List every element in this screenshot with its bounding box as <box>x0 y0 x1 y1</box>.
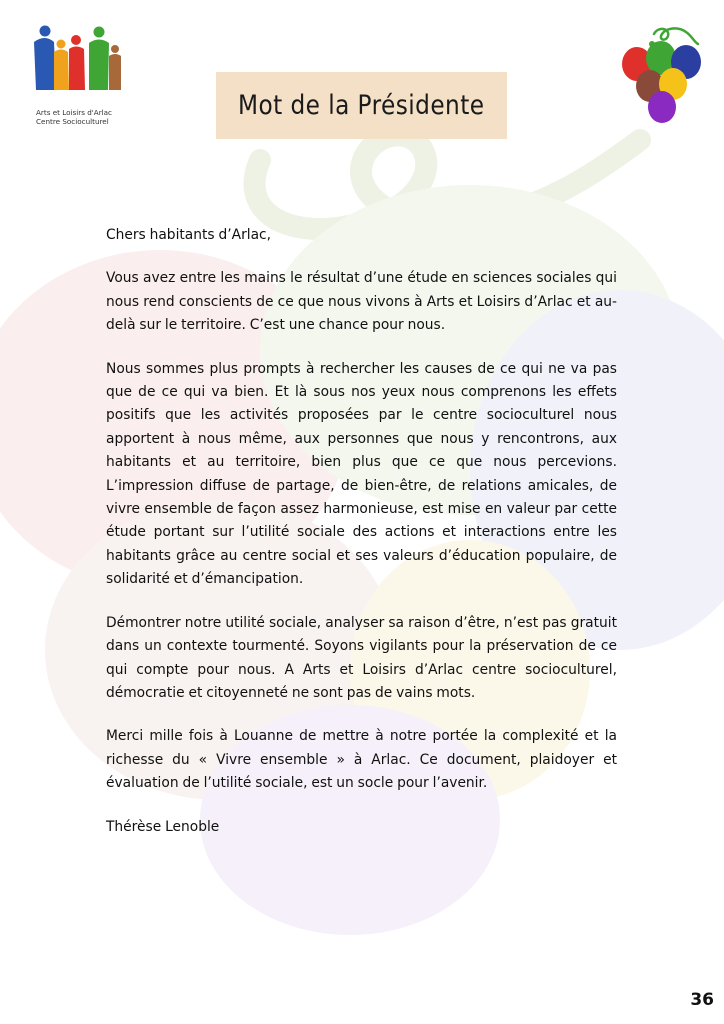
letter-paragraph: Vous avez entre les mains le résultat d’une étude en sciences sociales qui nous rend conscients de ce que nous vivons à Arts et Loisirs d’Arlac et au-delà sur le territoire. C’est une chance pour nous. <box>106 270 617 334</box>
grapes-icon <box>616 24 706 128</box>
letter-body <box>106 224 617 859</box>
organization-logo <box>28 24 138 134</box>
organization-subtitle: Centre Socioculturel <box>36 117 109 126</box>
letter-paragraph: Nous sommes plus prompts à rechercher les causes de ce qui ne va pas que de ce qui va bien. Et là sous nos yeux nous comprenons les effets positifs que les activités proposées par le centre socioculturel nous apportent à nous même, aux personnes que nous y rencontrons, aux habitants et au territoire, bien plus que ce que nous percevions. L’impression diffuse de partage, de bien-être, de relations amicales, de vivre ensemble de façon assez harmonieuse, est mise en valeur par cette étude portant sur l’utilité sociale des actions et interactions entre les habitants grâce au centre social et ses valeurs d’éducation populaire, de solidarité et d’émancipation. <box>106 360 617 588</box>
letter-signature: Thérèse Lenoble <box>106 818 220 835</box>
organization-name: Arts et Loisirs d'Arlac <box>36 108 113 117</box>
page-title: Mot de la Présidente <box>238 90 485 121</box>
title-box <box>216 72 507 139</box>
page-number: 36 <box>690 990 714 1010</box>
letter-paragraph: Démontrer notre utilité sociale, analyser sa raison d’être, n’est pas gratuit dans un contexte tourmenté. Soyons vigilants pour la préservation de ce qui compte pour nous. A Arts et Loisirs d’Arlac centre socioculturel, démocratie et citoyenneté ne sont pas de vains mots. <box>106 614 617 701</box>
family-figures-icon <box>28 24 128 104</box>
letter-paragraph: Merci mille fois à Louanne de mettre à notre portée la complexité et la richesse du « Vivre ensemble » à Arlac. Ce document, plaidoyer et évaluation de l’utilité sociale, est un socle pour l’avenir. <box>106 728 617 792</box>
letter-greeting: Chers habitants d’Arlac, <box>106 227 272 243</box>
grapes-logo <box>616 24 706 128</box>
